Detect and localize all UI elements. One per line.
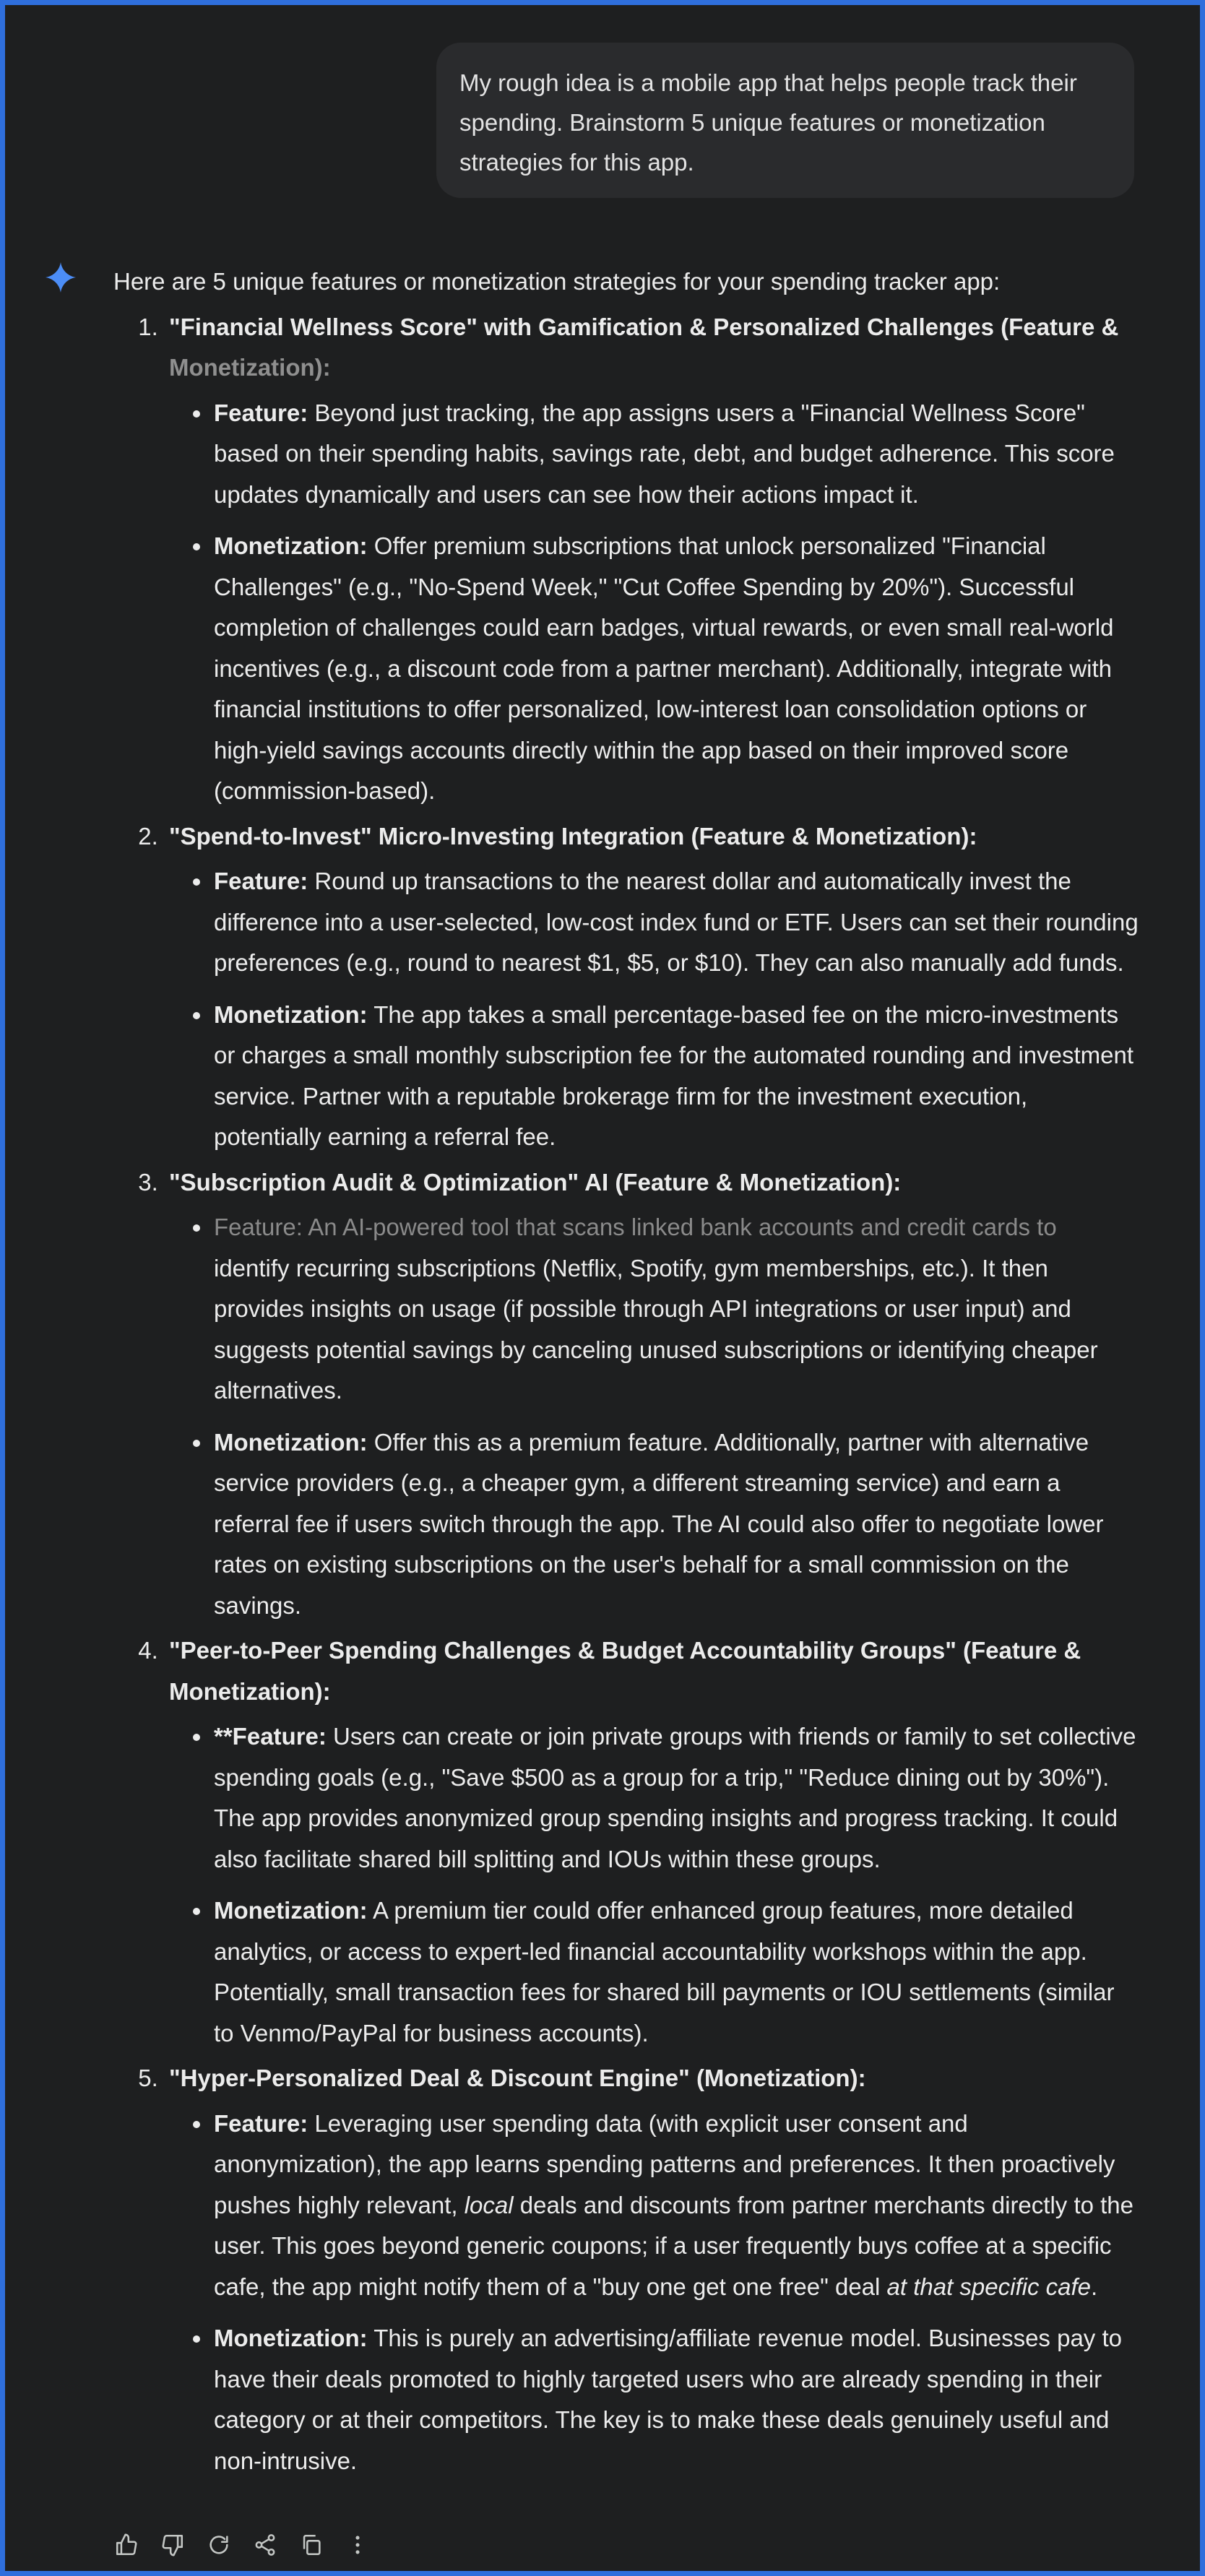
feature-text: Beyond just tracking, the app assigns users a "Financial Wellness Score" based on their spending habits, savings rate, debt, and budget adherence. This score updates dynamically and users can see how their actions impact it. bbox=[214, 399, 1115, 508]
idea-item-2 bbox=[165, 816, 1139, 1158]
monetization-bullet-4 bbox=[212, 1890, 1139, 2054]
copy-button[interactable] bbox=[295, 2529, 327, 2561]
monetization-label: Monetization: bbox=[214, 532, 368, 559]
idea-details-1 bbox=[169, 393, 1139, 812]
idea-details-3 bbox=[169, 1207, 1139, 1626]
more-options-button[interactable] bbox=[342, 2529, 373, 2561]
feature-bullet-4 bbox=[212, 1716, 1139, 1880]
monetization-text: Offer this as a premium feature. Additionally, partner with alternative service providers (e.g., a cheaper gym, a different streaming service) and earn a referral fee if users switch through the app. The AI could also offer to negotiate lower rates on existing subscriptions on the user's behalf for a small commission on the savings. bbox=[214, 1428, 1104, 1619]
share-icon bbox=[253, 2533, 277, 2557]
monetization-bullet-5 bbox=[212, 2318, 1139, 2481]
response-intro: Here are 5 unique features or monetization strategies for your spending tracker app: bbox=[113, 268, 1001, 295]
monetization-text: A premium tier could offer enhanced group features, more detailed analytics, or access to expert-led financial accountability workshops within the app. Potentially, small transaction fees for shared bill payments or IOU settlements (similar to Venmo/PayPal for business accounts). bbox=[214, 1897, 1115, 2046]
feature-text: identify recurring subscriptions (Netflix, Spotify, gym memberships, etc.). It then provides insights on usage (if possible through API integrations or user input) and suggests potential savings by canceling unused subscriptions or identifying cheaper alternatives. bbox=[214, 1254, 1098, 1404]
thumbs-up-button[interactable] bbox=[111, 2529, 142, 2561]
idea-details-2 bbox=[169, 861, 1139, 1158]
idea-details-5 bbox=[169, 2104, 1139, 2482]
feature-bullet-1 bbox=[212, 393, 1139, 516]
monetization-label: Monetization: bbox=[214, 1897, 368, 1924]
idea-item-4 bbox=[165, 1630, 1139, 2054]
feature-label: Feature: bbox=[214, 399, 308, 426]
thumbs-down-button[interactable] bbox=[157, 2529, 189, 2561]
feature-bullet-3 bbox=[212, 1207, 1139, 1412]
idea-heading-2: 2. "Spend-to-Invest" Micro-Investing Integration (Feature & Monetization): bbox=[169, 822, 977, 850]
thumbs-down-icon bbox=[160, 2533, 185, 2557]
gemini-sparkle-icon bbox=[46, 262, 76, 293]
copy-icon bbox=[299, 2533, 324, 2557]
idea-heading-1-faded: Monetization): bbox=[169, 354, 331, 381]
feature-text-part-2: deals and discounts from partner merchants directly to the user. This goes beyond generic coupons; if a user frequently buys coffee at a specific cafe, the app might notify them of a "buy one get one free" deal bbox=[214, 2191, 1134, 2300]
response-actions-bar bbox=[111, 2529, 388, 2561]
idea-item-1 bbox=[165, 307, 1139, 812]
feature-faded-line: Feature: An AI-powered tool that scans linked bank accounts and credit cards to bbox=[214, 1214, 1057, 1240]
regenerate-button[interactable] bbox=[203, 2529, 235, 2561]
monetization-label: Monetization: bbox=[214, 2325, 368, 2351]
thumbs-up-icon bbox=[114, 2533, 139, 2557]
ideas-list bbox=[113, 307, 1139, 2482]
monetization-bullet-1 bbox=[212, 526, 1139, 812]
monetization-bullet-3 bbox=[212, 1422, 1139, 1627]
idea-item-5 bbox=[165, 2058, 1139, 2481]
user-prompt-bubble bbox=[436, 43, 1134, 198]
idea-heading-5: 5. "Hyper-Personalized Deal & Discount Engine" (Monetization): bbox=[169, 2065, 866, 2091]
feature-label: Feature: bbox=[214, 868, 308, 894]
user-prompt-text: My rough idea is a mobile app that helps people track their spending. Brainstorm 5 unique features or monetization strategies for this app. bbox=[459, 69, 1077, 176]
feature-emphasis-local: local bbox=[464, 2191, 514, 2218]
monetization-bullet-2 bbox=[212, 995, 1139, 1158]
monetization-text: This is purely an advertising/affiliate revenue model. Businesses pay to have their deals promoted to highly targeted users who are already spending in their category or at their competitors. The key is to make these deals genuinely useful and non-intrusive. bbox=[214, 2325, 1122, 2474]
feature-text: Round up transactions to the nearest dollar and automatically invest the difference into a user-selected, low-cost index fund or ETF. Users can set their rounding preferences (e.g., round to nearest $1, $5, or $10). They can also manually add funds. bbox=[214, 868, 1139, 976]
feature-label: Feature: bbox=[214, 2109, 308, 2137]
idea-heading-3: 3. "Subscription Audit & Optimization" AI (Feature & Monetization): bbox=[169, 1168, 902, 1196]
monetization-label: Monetization: bbox=[214, 1000, 368, 1028]
feature-label: **Feature: bbox=[214, 1723, 327, 1750]
assistant-response bbox=[113, 262, 1139, 2486]
share-button[interactable] bbox=[249, 2529, 281, 2561]
idea-heading-1 bbox=[169, 307, 1139, 389]
monetization-label: Monetization: bbox=[214, 1428, 368, 1456]
idea-item-3 bbox=[165, 1162, 1139, 1627]
redo-icon bbox=[207, 2533, 231, 2557]
feature-text: Users can create or join private groups with friends or family to set collective spending goals (e.g., "Save $500 as a group for a trip," "Reduce dining out by 30%"). The app provides anonymized group spending insights and progress tracking. It could also facilitate shared bill splitting and IOUs within these groups. bbox=[214, 1723, 1136, 1872]
feature-emphasis-cafe: at that specific cafe bbox=[886, 2273, 1092, 2300]
idea-details-4 bbox=[169, 1716, 1139, 2054]
feature-bullet-5 bbox=[212, 2104, 1139, 2308]
more-options-icon bbox=[345, 2533, 370, 2557]
idea-heading-4: 4. "Peer-to-Peer Spending Challenges & Budget Accountability Groups" (Feature & Monetization): bbox=[169, 1637, 1081, 1705]
idea-heading-1-main: "Financial Wellness Score" with Gamification & Personalized Challenges (Feature & bbox=[169, 313, 1119, 340]
feature-text-part-1: Leveraging user spending data (with explicit user consent and anonymization), the app learns spending patterns and preferences. It then proactively pushes highly relevant, bbox=[214, 2109, 1115, 2218]
monetization-text: The app takes a small percentage-based fee on the micro-investments or charges a small monthly subscription fee for the automated rounding and investment service. Partner with a reputable brokerage firm for the investment execution, potentially earning a referral fee. bbox=[214, 1000, 1134, 1150]
feature-bullet-2 bbox=[212, 861, 1139, 984]
feature-text-part-3: . bbox=[1091, 2273, 1098, 2300]
monetization-text: Offer premium subscriptions that unlock personalized "Financial Challenges" (e.g., "No-Spend Week," "Cut Coffee Spending by 20%"). Successful completion of challenges could earn badges, virtual rewards, or even small real-world incentives (e.g., a discount code from a partner merchant). Additionally, integrate with financial institutions to offer personalized, low-interest loan consolidation options or high-yield savings accounts directly within the app based on their improved score (commission-based). bbox=[214, 532, 1114, 804]
